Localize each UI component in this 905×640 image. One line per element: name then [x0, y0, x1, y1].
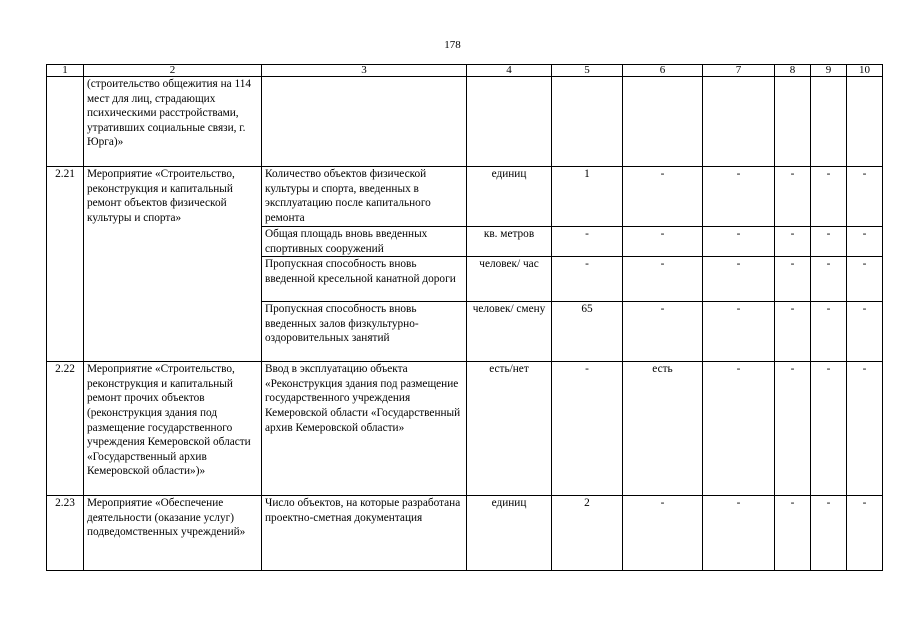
value-cell: [623, 77, 703, 167]
unit-cell: есть/нет: [467, 362, 552, 496]
col-num-7: 7: [703, 65, 775, 77]
value-cell: -: [703, 362, 775, 496]
value-cell: -: [552, 227, 623, 257]
value-cell: -: [847, 496, 883, 571]
row-number-cell: 2.21: [47, 167, 84, 362]
value-cell: есть: [623, 362, 703, 496]
measure-cell: Мероприятие «Обеспечение деятельности (оказание услуг) подведомственных учреждений»: [84, 496, 262, 571]
value-cell: -: [623, 302, 703, 362]
value-cell: -: [703, 302, 775, 362]
table-row: [47, 77, 883, 167]
unit-cell: единиц: [467, 167, 552, 227]
value-cell: -: [847, 227, 883, 257]
value-cell: -: [847, 257, 883, 302]
measure-cell: Мероприятие «Строительство, реконструкция и капитальный ремонт объектов физической культуры и спорта»: [84, 167, 262, 362]
value-cell: -: [847, 302, 883, 362]
value-cell: -: [811, 496, 847, 571]
indicator-cell: Ввод в эксплуатацию объекта «Реконструкция здания под размещение государственного учреждения Кемеровской области «Государственный архив Кемеровской области»: [262, 362, 467, 496]
measure-cell: Мероприятие «Строительство, реконструкция и капитальный ремонт прочих объектов (реконструкция здания под размещение государственного учреждения Кемеровской области «Государственный архив Кемеровской области»)»: [84, 362, 262, 496]
row-number-cell: [47, 77, 84, 167]
value-cell: [775, 77, 811, 167]
indicator-cell: Общая площадь вновь введенных спортивных сооружений: [262, 227, 467, 257]
measure-cell: (строительство общежития на 114 мест для лиц, страдающих психическими расстройствами, утративших социальные связи, г. Юрга)»: [84, 77, 262, 167]
indicator-cell: Число объектов, на которые разработана проектно-сметная документация: [262, 496, 467, 571]
value-cell: -: [623, 167, 703, 227]
value-cell: -: [811, 227, 847, 257]
col-num-4: 4: [467, 65, 552, 77]
col-num-10: 10: [847, 65, 883, 77]
row-number-cell: 2.22: [47, 362, 84, 496]
unit-cell: единиц: [467, 496, 552, 571]
row-number-cell: 2.23: [47, 496, 84, 571]
value-cell: -: [623, 496, 703, 571]
value-cell: [552, 77, 623, 167]
col-num-9: 9: [811, 65, 847, 77]
unit-cell: [467, 77, 552, 167]
indicator-cell: Количество объектов физической культуры и спорта, введенных в эксплуатацию после капитального ремонта: [262, 167, 467, 227]
col-num-2: 2: [84, 65, 262, 77]
value-cell: [811, 77, 847, 167]
value-cell: -: [811, 257, 847, 302]
unit-cell: человек/ смену: [467, 302, 552, 362]
unit-cell: человек/ час: [467, 257, 552, 302]
page-number: 178: [444, 39, 461, 51]
value-cell: [847, 77, 883, 167]
value-cell: -: [703, 227, 775, 257]
col-num-8: 8: [775, 65, 811, 77]
value-cell: -: [775, 227, 811, 257]
value-cell: [703, 77, 775, 167]
table-row: [47, 362, 883, 496]
unit-cell: кв. метров: [467, 227, 552, 257]
value-cell: -: [847, 167, 883, 227]
value-cell: 65: [552, 302, 623, 362]
value-cell: -: [552, 362, 623, 496]
value-cell: 2: [552, 496, 623, 571]
value-cell: -: [623, 257, 703, 302]
value-cell: -: [811, 302, 847, 362]
value-cell: -: [703, 257, 775, 302]
value-cell: -: [775, 302, 811, 362]
value-cell: -: [775, 257, 811, 302]
value-cell: -: [703, 496, 775, 571]
indicator-cell: Пропускная способность вновь введенной кресельной канатной дороги: [262, 257, 467, 302]
value-cell: -: [811, 362, 847, 496]
indicator-cell: Пропускная способность вновь введенных залов физкультурно-оздоровительных занятий: [262, 302, 467, 362]
value-cell: -: [623, 227, 703, 257]
value-cell: -: [775, 167, 811, 227]
column-number-row: [47, 65, 883, 77]
value-cell: -: [775, 362, 811, 496]
indicator-cell: [262, 77, 467, 167]
col-num-6: 6: [623, 65, 703, 77]
col-num-5: 5: [552, 65, 623, 77]
value-cell: -: [775, 496, 811, 571]
col-num-3: 3: [262, 65, 467, 77]
value-cell: 1: [552, 167, 623, 227]
value-cell: -: [552, 257, 623, 302]
table-row: [47, 167, 883, 227]
table-row: [47, 496, 883, 571]
value-cell: -: [847, 362, 883, 496]
indicators-table: [46, 64, 883, 571]
value-cell: -: [811, 167, 847, 227]
value-cell: -: [703, 167, 775, 227]
col-num-1: 1: [47, 65, 84, 77]
